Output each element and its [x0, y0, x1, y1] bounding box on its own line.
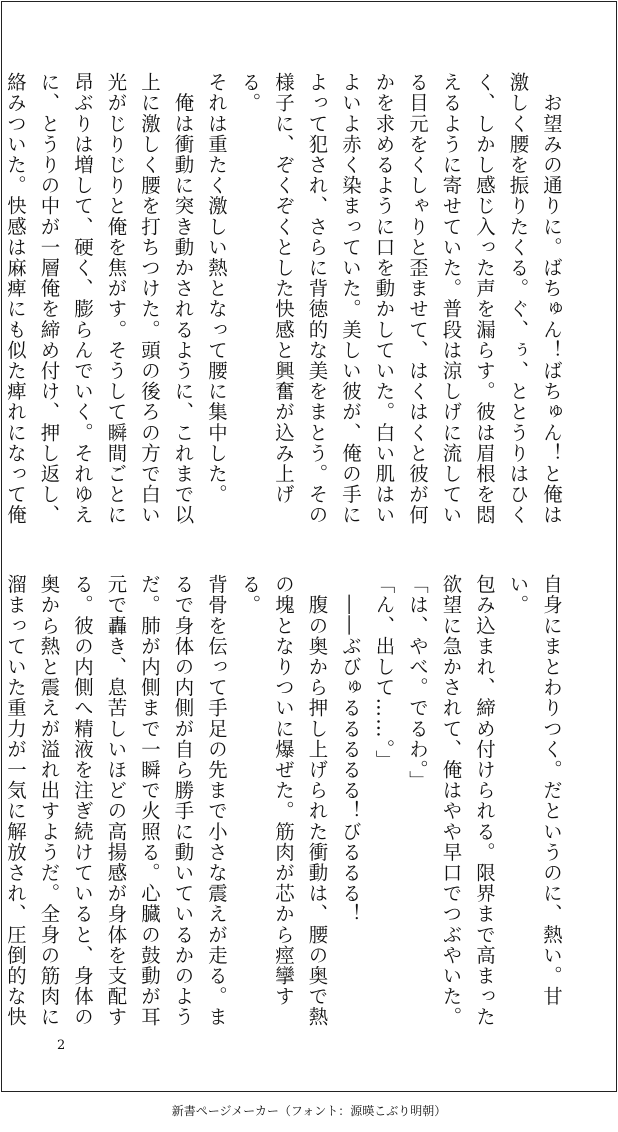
text-line: の塊となりついに爆ぜた。筋肉が芯から痙攣する。	[238, 574, 295, 1007]
text-line: るで身体の内側が自ら勝手に動いているかのよう	[171, 574, 195, 1028]
text-line: く、しかし感じ入った声を漏らす。彼は眉根を悶	[473, 72, 496, 526]
text-line: 上に激しく腰を打ちつけた。頭の後ろの方で白い	[138, 72, 161, 526]
text-line: 溜まっていた重力が一気に解放され、圧倒的な快	[4, 574, 27, 1028]
text-block-bottom	[0, 574, 568, 1044]
text-line: かを求めるように口を動かしていた。白い肌はい	[372, 72, 396, 526]
text-line: 元で轟き、息苦しいほどの高揚感が身体を支配す	[104, 574, 128, 1028]
book-page	[1, 1, 617, 1092]
text-line: だ。肺が内側まで一瞬で火照る。心臓の鼓動が耳	[138, 574, 161, 1028]
text-line: 欲望に急かされて、俺はやや早口でつぶやいた。	[439, 574, 463, 1028]
text-line: 奥から熱と震えが溢れ出すようだ。全身の筋肉に	[37, 574, 61, 1028]
footer-credit: 新書ページメーカー（フォント：源暎こぶり明朝）	[171, 1104, 447, 1118]
text-line: 光がじりじりと俺を焦がす。そうして瞬間ごとに	[104, 72, 128, 526]
text-line: る目元をくしゃりと歪ませて、はくはくと彼が何	[406, 72, 429, 526]
text-line: 「ん、出して……。」	[372, 574, 396, 771]
text-line: 俺は衝動に突き動かされるように、これまで以	[171, 72, 195, 526]
text-line: よって犯され、さらに背徳的な美をまとう。その	[305, 72, 329, 526]
text-line: 背骨を伝って手足の先まで小さな震えが走る。ま	[205, 574, 228, 1028]
text-line: 腹の奥から押し上げられた衝動は、腰の奥で熱	[305, 574, 329, 1028]
text-line: に、とうりの中が一層俺を締め付け、押し返し、	[37, 72, 61, 526]
text-line: 「は、やべ。でるわ。」	[406, 574, 429, 791]
text-line: お望みの通りに。ばちゅん！ばちゅん！と俺は	[540, 72, 563, 526]
text-line: 自身にまとわりつく。だというのに、熱い。甘い。	[506, 574, 563, 1007]
text-line: 絡みついた。快感は麻痺にも似た痺れになって俺	[4, 72, 27, 526]
text-block-top	[0, 72, 568, 542]
text-line: 激しく腰を振りたくる。ぐ、ぅ、ととうりはひく	[506, 72, 530, 526]
text-line: えるように寄せていた。普段は涼しげに流してい	[439, 72, 463, 526]
text-line: それは重たく激しい熱となって腰に集中した。	[205, 72, 228, 505]
page-number: 2	[57, 1038, 66, 1053]
text-line: 様子に、ぞくぞくとした快感と興奮が込み上げる。	[238, 72, 295, 505]
text-line: 昂ぶりは増して、硬く、膨らんでいく。それゆえ	[71, 72, 94, 526]
text-line: 包み込まれ、締め付けられる。限界まで高まった	[473, 574, 496, 1028]
text-line: よいよ赤く染まっていた。美しい彼が、俺の手に	[339, 72, 362, 526]
text-line: ――ぶびゅるるるるる！びるるる！	[339, 574, 362, 925]
text-line: る。彼の内側へ精液を注ぎ続けていると、身体の	[71, 574, 94, 1028]
